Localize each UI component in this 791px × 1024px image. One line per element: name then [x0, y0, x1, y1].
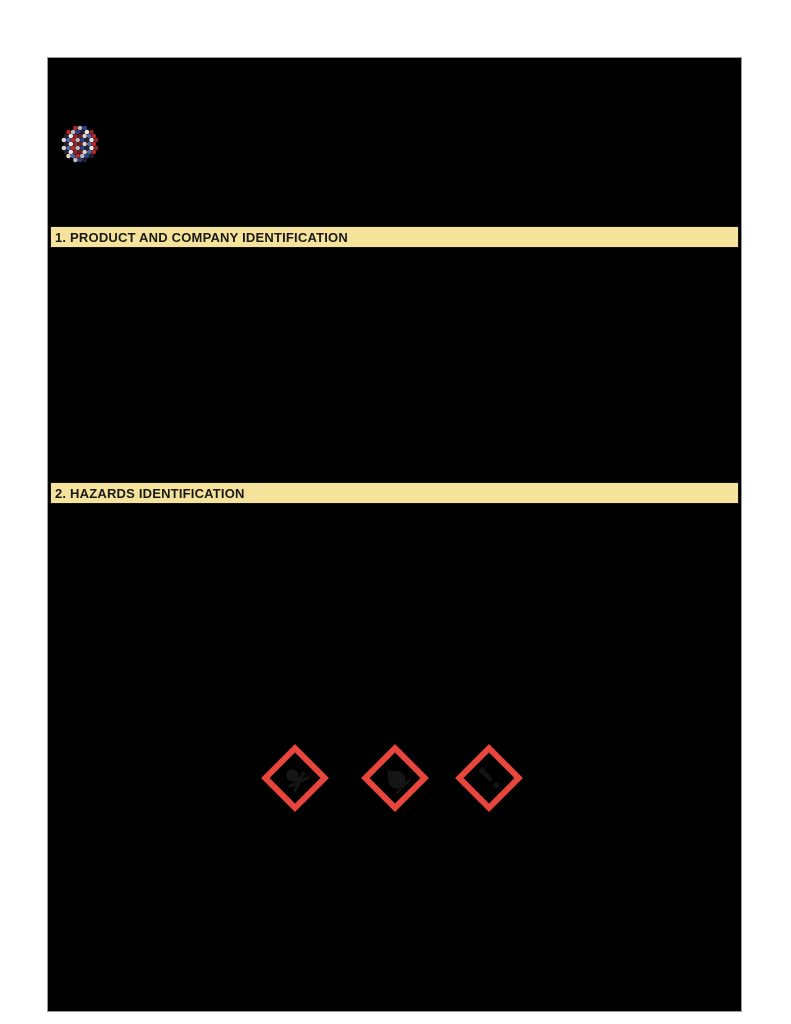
section-1-title: 1. PRODUCT AND COMPANY IDENTIFICATION: [55, 229, 348, 245]
section-2-header-bar: [50, 482, 739, 504]
section-1-header-bar: [50, 226, 739, 248]
ghs-pictogram-exclamation: [455, 744, 523, 812]
ghs-pictogram-row: [48, 744, 743, 812]
ghs-pictogram-flame: [361, 744, 429, 812]
section-2-title: 2. HAZARDS IDENTIFICATION: [55, 485, 245, 501]
document-content-area: [47, 57, 742, 1012]
ghs-pictogram-skull-crossbones: [261, 744, 329, 812]
molecule-cluster-logo-icon: [58, 122, 102, 166]
